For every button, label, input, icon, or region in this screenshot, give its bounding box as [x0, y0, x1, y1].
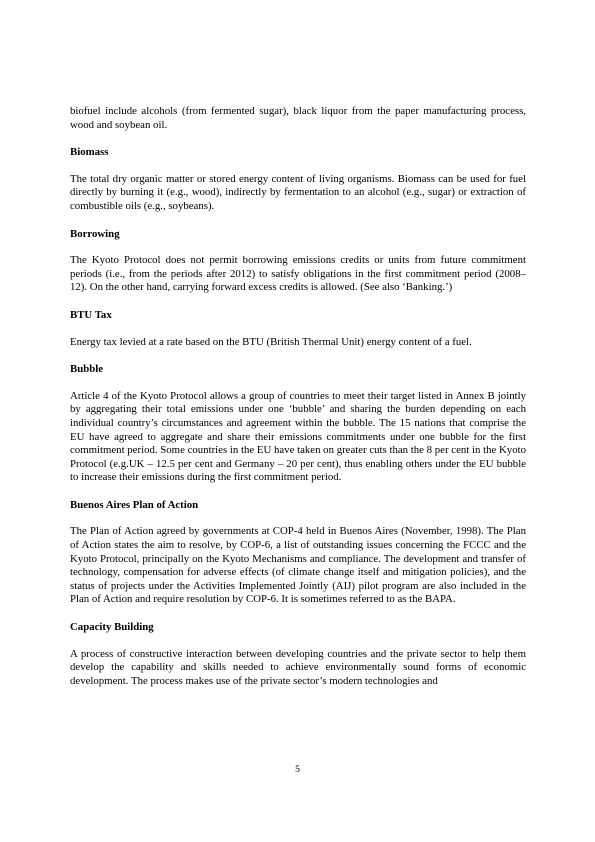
intro-paragraph: biofuel include alcohols (from fermented sugar), black liquor from the paper manufacturing process, wood and soybean oil.	[70, 105, 526, 131]
entry-heading-btu-tax: BTU Tax	[70, 308, 112, 321]
entry-paragraph-borrowing: The Kyoto Protocol does not permit borrowing emissions credits or units from future commitment periods (i.e., from the periods after 2012) to satisfy obligations in the first commitment period (2008–12). On the other hand, carrying forward excess credits is allowed. (See also ‘Banking.’)	[70, 254, 526, 294]
entry-heading-biomass: Biomass	[70, 146, 109, 159]
entry-paragraph-bubble: Article 4 of the Kyoto Protocol allows a group of countries to meet their target listed in Annex B jointly by aggregating their total emissions under one ‘bubble’ and sharing the burden depending on each individual country’s circumstances and agreement within the bubble. The 15 nations that comprise the EU have agreed to aggregate and share their emissions commitments under one bubble for the first commitment period. Some countries in the EU have taken on greater cuts than the 8 per cent in the Kyoto Protocol (e.g.UK – 12.5 per cent and Germany – 20 per cent), thus enabling others under the EU bubble to increase their emissions during the first commitment period.	[70, 389, 526, 484]
entry-heading-buenos-aires-plan: Buenos Aires Plan of Action	[70, 498, 199, 511]
entry-heading-bubble: Bubble	[70, 363, 104, 376]
entry-paragraph-biomass: The total dry organic matter or stored energy content of living organisms. Biomass can be used for fuel directly by burning it (e.g., wood), indirectly by fermentation to an alcohol (e.g., sugar) or extraction of combustible oils (e.g., soybeans).	[70, 172, 526, 212]
page-number: 5	[295, 765, 300, 775]
entry-heading-borrowing: Borrowing	[70, 227, 120, 240]
page-body	[70, 105, 526, 702]
entry-paragraph-buenos-aires-plan: The Plan of Action agreed by governments at COP-4 held in Buenos Aires (November, 1998). The Plan of Action states the aim to resolve, by COP-6, a list of outstanding issues concerning the FCCC and the Kyoto Protocol, principally on the Kyoto Mechanisms and compliance. The development and transfer of technology, compensation for adverse effects (of climate change itself and mitigation policies), and the status of projects under the Activities Implemented Jointly (AIJ) pilot program are also included in the Plan of Action and require resolution by COP-6. It is sometimes referred to as the BAPA.	[70, 525, 526, 606]
entry-paragraph-capacity-building: A process of constructive interaction between developing countries and the private sector to help them develop the capability and skills needed to achieve environmentally sound forms of economic development. The process makes use of the private sector’s modern technologies and	[70, 647, 526, 687]
entry-paragraph-btu-tax: Energy tax levied at a rate based on the BTU (British Thermal Unit) energy content of a fuel.	[70, 335, 472, 348]
entry-heading-capacity-building: Capacity Building	[70, 621, 154, 634]
